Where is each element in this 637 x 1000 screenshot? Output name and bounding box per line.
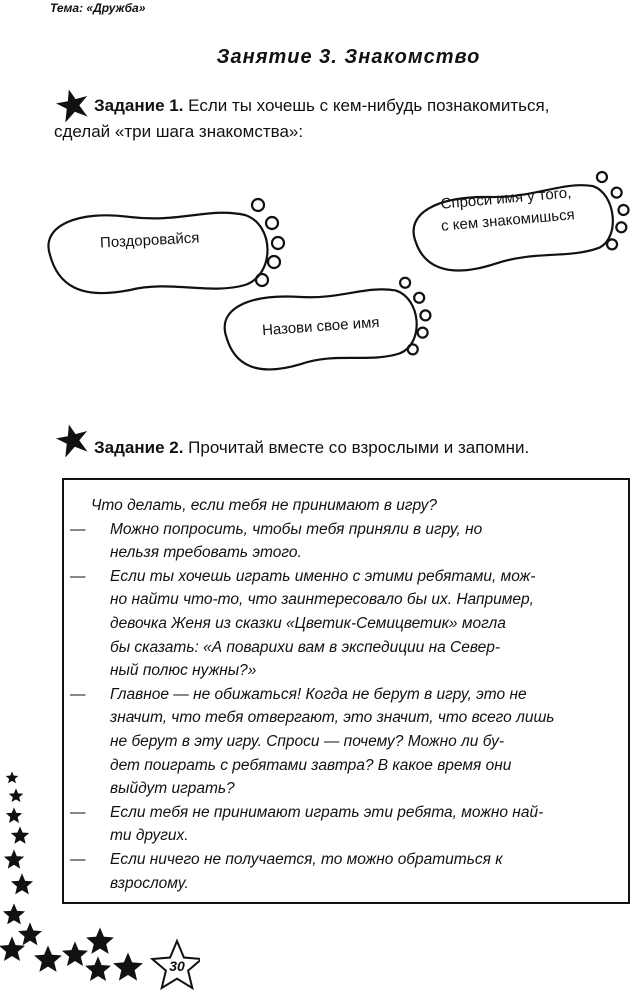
box-line: девочка Женя из сказки «Цветик-Семицветик» могла (110, 615, 506, 632)
task1-label: Задание 1. (94, 96, 184, 115)
footprint-label-step1: Поздоровайся (99, 229, 200, 252)
box-line: ти других. (110, 827, 189, 845)
star-icon (56, 88, 90, 122)
star-icon (2, 939, 23, 959)
page-title: Занятие 3. Знакомство (216, 46, 481, 68)
box-line: Если ничего не получается, то можно обратиться к (110, 851, 503, 868)
box-line: нельзя требовать этого. (110, 544, 302, 562)
star-icon (11, 791, 21, 800)
dash-bullet: — (70, 685, 86, 703)
box-line: взрослому. (110, 874, 189, 892)
star-icon (89, 930, 112, 952)
star-icon (8, 774, 16, 781)
star-icon (21, 925, 40, 943)
box-line: Можно попросить, чтобы тебя приняли в игру, но (110, 520, 483, 538)
box-line: не берут в эту игру. Спроси — почему? Можно ли бу- (110, 733, 504, 750)
page-number: 30 (169, 958, 185, 974)
dash-bullet: — (70, 803, 86, 821)
box-line: но найти что-то, что заинтересовало бы их. Например, (110, 591, 534, 609)
box-question: Что делать, если тебя не принимают в игру? (91, 497, 437, 514)
box-line: выйдут играть? (110, 780, 235, 798)
box-line: дет поиграть с ребятами завтра? В какое время они (110, 756, 512, 774)
box-line: Если ты хочешь играть именно с этими ребятами, мож- (110, 567, 536, 585)
star-icon (116, 955, 141, 979)
box-line: ный полюс нужны?» (110, 662, 257, 680)
task1-line1 (94, 94, 549, 118)
task1-text: Если ты хочешь с кем-нибудь познакомиться, (188, 96, 550, 115)
box-line: значит, что тебя отвергают, это значит, что всего лишь (110, 709, 555, 727)
dash-bullet: — (70, 851, 86, 868)
star-icon (37, 948, 60, 970)
box-line: бы сказать: «А поварихи вам в экспедиции на Север- (110, 638, 501, 656)
dash-bullet: — (70, 567, 86, 585)
task2-line (94, 436, 529, 460)
star-icon (6, 852, 21, 867)
star-icon (56, 423, 90, 457)
task1-line2: сделай «три шага знакомства»: (54, 122, 304, 141)
star-icon (8, 810, 19, 821)
star-icon (65, 944, 86, 964)
dash-bullet: — (70, 520, 86, 538)
topic-header: Тема: «Дружба» (50, 1, 146, 15)
box-line: Если тебя не принимают играть эти ребята, можно най- (110, 803, 544, 821)
star-icon (88, 959, 109, 979)
task2-text: Прочитай вместе со взрослыми и запомни. (188, 438, 530, 457)
star-icon (5, 906, 22, 922)
star-icon (13, 876, 30, 892)
star-icon (13, 829, 26, 842)
footprint-label-step2: Назови свое имя (261, 313, 380, 340)
step3-line2: с кем знакомишься (440, 206, 576, 235)
task2-label: Задание 2. (94, 438, 184, 457)
box-line: Главное — не обижаться! Когда не берут в игру, это не (110, 685, 527, 703)
step3-line1: Спроси имя у того, (439, 184, 572, 213)
